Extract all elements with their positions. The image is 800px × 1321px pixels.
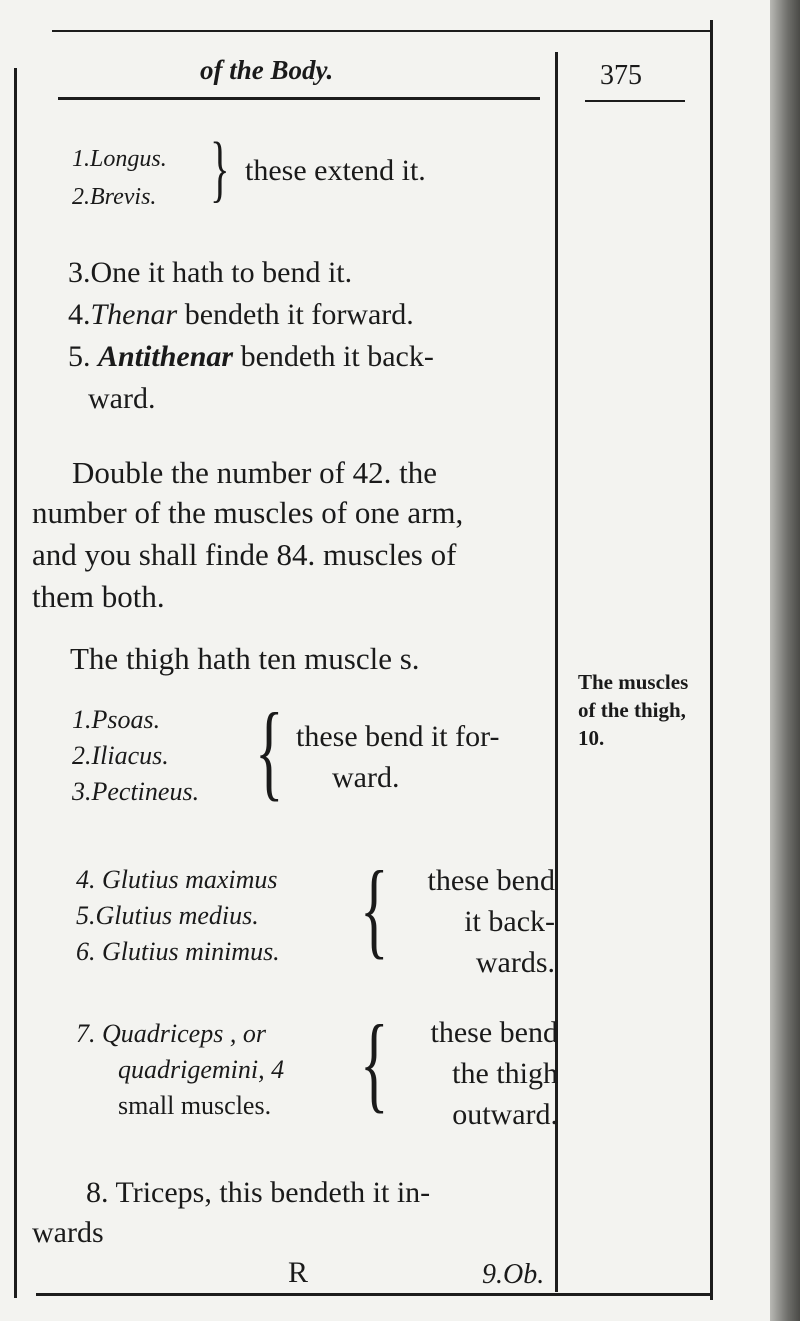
header-rule xyxy=(58,97,540,100)
paragraph-line: number of the muscles of one arm, xyxy=(32,495,464,530)
g1-list xyxy=(72,140,167,216)
list-item: quadrigemini, 4 xyxy=(118,1055,285,1084)
running-head: of the Body. xyxy=(200,55,334,85)
margin-note: The muscles of the thigh, 10. xyxy=(578,670,689,750)
list-item-continuation: wards xyxy=(32,1216,104,1249)
list-item: 7. Quadriceps , or xyxy=(76,1019,266,1048)
list-item: 2.Iliacus. xyxy=(72,741,169,770)
list-item: 4.Thenar bendeth it forward. xyxy=(68,298,414,331)
page-number: 375 xyxy=(600,60,642,91)
list-item: 2.Brevis. xyxy=(72,184,157,210)
paragraph-line: them both. xyxy=(32,579,165,614)
list-item: 1.Longus. xyxy=(72,146,167,172)
top-rule xyxy=(52,30,712,32)
brace-icon: } xyxy=(210,128,230,210)
list-item-continuation: ward. xyxy=(88,382,156,415)
g2-list xyxy=(72,702,199,810)
right-frame-rule xyxy=(710,20,713,1300)
signature-mark: R xyxy=(288,1256,309,1289)
g3-desc: these bend it back- wards. xyxy=(427,864,555,979)
left-frame-rule xyxy=(14,68,17,1298)
thigh-intro: The thigh hath ten muscle s. xyxy=(70,641,420,676)
list-item: 4. Glutius maximus xyxy=(76,865,278,894)
list-item: 8. Triceps, this bendeth it in- xyxy=(86,1176,431,1209)
list-item: 3.One it hath to bend it. xyxy=(68,256,353,289)
paragraph-line: Double the number of 42. the xyxy=(72,455,438,490)
g4-list xyxy=(76,1016,284,1124)
list-item: 1.Psoas. xyxy=(72,705,161,734)
paragraph-line: and you shall finde 84. muscles of xyxy=(32,537,457,572)
list-item: small muscles. xyxy=(118,1091,272,1120)
brace-icon: { xyxy=(360,850,389,969)
brace-icon: { xyxy=(255,692,284,811)
bottom-rule xyxy=(36,1293,712,1296)
list-item: 6. Glutius minimus. xyxy=(76,937,280,966)
list-item: 3.Pectineus. xyxy=(72,777,200,806)
catchword: 9.Ob. xyxy=(482,1259,545,1290)
g1-desc: these extend it. xyxy=(245,154,426,187)
page-number-rule xyxy=(585,100,685,102)
brace-icon: { xyxy=(360,1004,389,1123)
list-item: 5.Glutius medius. xyxy=(76,901,259,930)
list-item: 5. Antithenar bendeth it back- xyxy=(68,340,434,373)
book-spine xyxy=(770,0,800,1321)
g2-desc: these bend it for- ward. xyxy=(296,720,500,794)
g4-desc: these bend the thigh outward. xyxy=(430,1016,558,1131)
g3-list xyxy=(76,862,280,970)
